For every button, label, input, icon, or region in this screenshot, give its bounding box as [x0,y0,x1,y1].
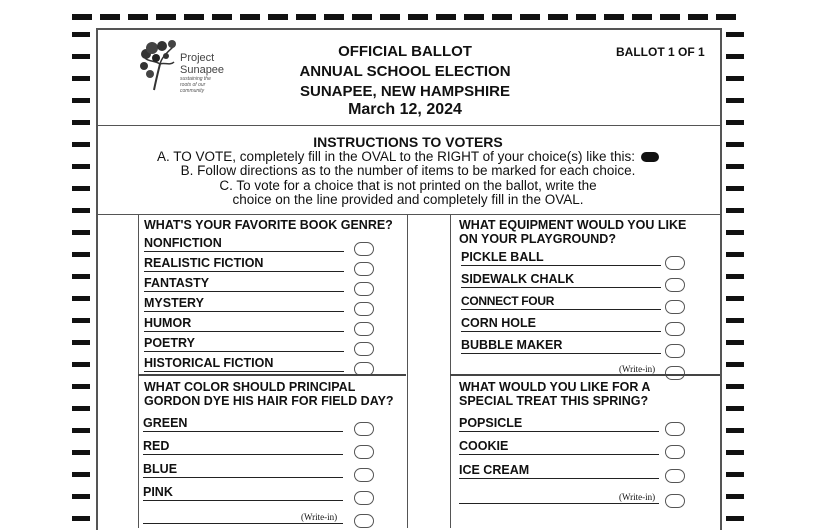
option-red[interactable] [143,435,383,455]
vote-oval[interactable] [354,468,374,482]
logo-text [180,52,224,94]
option-label: HISTORICAL FICTION [144,356,274,370]
option-write-in[interactable] [461,356,691,376]
option-rule [459,431,659,432]
option-fantasty[interactable] [144,272,384,292]
option-label: ICE CREAM [459,463,530,477]
ballot-title [240,42,570,118]
option-label: COOKIE [459,439,509,453]
option-label: RED [143,439,170,453]
timing-marks-right [726,32,744,528]
option-mystery[interactable] [144,292,384,312]
vote-oval[interactable] [354,491,374,505]
write-in-label: (Write-in) [301,512,338,522]
title-line1: OFFICIAL BALLOT [338,43,472,60]
option-humor[interactable] [144,312,384,332]
option-label: HUMOR [144,316,192,330]
timing-marks-top [72,14,744,20]
option-label: CONNECT FOUR [461,294,555,308]
option-write-in[interactable] [459,484,689,504]
option-corn-hole[interactable] [461,312,691,332]
option-label: FANTASTY [144,276,210,290]
vote-oval[interactable] [665,422,685,436]
instructions-box [96,126,720,215]
title-line2: ANNUAL SCHOOL ELECTION [299,63,511,80]
question-hair-line2: GORDON DYE HIS HAIR FOR FIELD DAY? [144,394,394,408]
write-in-line[interactable] [459,503,659,504]
election-date: March 12, 2024 [348,101,462,118]
instruction-b: B. Follow directions as to the number of items to be marked for each choice. [180,163,636,178]
option-label: MYSTERY [144,296,204,310]
option-realistic-fiction[interactable] [144,252,384,272]
option-pink[interactable] [143,481,383,501]
option-rule [459,478,659,479]
option-rule [461,265,661,266]
option-label: SIDEWALK CHALK [461,272,575,286]
option-rule [459,454,659,455]
question-hair-title [144,380,394,408]
option-pickle-ball[interactable] [461,246,691,266]
option-blue[interactable] [143,458,383,478]
option-rule [143,431,343,432]
option-popsicle[interactable] [459,412,689,432]
option-green[interactable] [143,412,383,432]
vote-oval[interactable] [665,366,685,380]
vote-oval[interactable] [665,494,685,508]
left-separator [138,374,406,376]
option-rule [461,287,661,288]
question-genre-title: WHAT'S YOUR FAVORITE BOOK GENRE? [144,218,393,232]
logo-tagline: sustaining the roots of our community [180,76,211,94]
option-bubble-maker[interactable] [461,334,691,354]
ballot-number: BALLOT 1 OF 1 [616,45,705,59]
question-treat-line1: WHAT WOULD YOU LIKE FOR A [459,380,651,394]
write-in-line[interactable] [143,523,343,524]
option-rule [143,500,343,501]
option-historical-fiction[interactable] [144,352,384,372]
option-rule [144,371,344,372]
option-label: PINK [143,485,173,499]
vote-oval[interactable] [354,514,374,528]
option-connect-four[interactable] [461,290,691,310]
vote-oval[interactable] [354,422,374,436]
option-nonfiction[interactable] [144,232,384,252]
timing-marks-left [72,32,90,528]
option-rule [461,353,661,354]
option-sidewalk-chalk[interactable] [461,268,691,288]
question-equipment-title [459,218,686,246]
option-label: REALISTIC FICTION [144,256,264,270]
instructions-heading: INSTRUCTIONS TO VOTERS [313,134,503,150]
question-equipment-line2: ON YOUR PLAYGROUND? [459,232,616,246]
instruction-c1: C. To vote for a choice that is not printed on the ballot, write the [219,177,597,193]
question-hair-line1: WHAT COLOR SHOULD PRINCIPAL [144,380,356,394]
vote-oval[interactable] [665,469,685,483]
write-in-label: (Write-in) [619,492,656,502]
option-label: POPSICLE [459,416,523,430]
instruction-a [96,150,720,165]
option-cookie[interactable] [459,435,689,455]
write-in-label: (Write-in) [619,364,656,374]
option-ice-cream[interactable] [459,459,689,479]
question-treat-title [459,380,650,408]
option-label: NONFICTION [144,236,222,250]
option-write-in[interactable] [143,504,383,524]
option-label: GREEN [143,416,188,430]
title-line3: SUNAPEE, NEW HAMPSHIRE [299,83,511,100]
logo-line1: Project [180,52,215,64]
option-label: BUBBLE MAKER [461,338,563,352]
vote-oval[interactable] [354,445,374,459]
logo-line2: Sunapee [180,64,225,76]
option-label: POETRY [144,336,195,350]
right-separator [450,374,720,376]
option-label: CORN HOLE [461,316,536,330]
question-treat-line2: SPECIAL TREAT THIS SPRING? [459,394,649,408]
option-rule [143,477,343,478]
option-rule [143,454,343,455]
filled-oval-example-icon [641,152,659,162]
instruction-a-text: A. TO VOTE, completely fill in the OVAL to the RIGHT of your choice(s) like this: [157,148,635,164]
option-poetry[interactable] [144,332,384,352]
option-rule [461,309,661,310]
option-label: BLUE [143,462,178,476]
question-equipment-line1: WHAT EQUIPMENT WOULD YOU LIKE [459,218,687,232]
option-rule [461,331,661,332]
option-label: PICKLE BALL [461,250,544,264]
vote-oval[interactable] [665,445,685,459]
instruction-c2: choice on the line provided and completely fill in the OVAL. [232,192,584,207]
